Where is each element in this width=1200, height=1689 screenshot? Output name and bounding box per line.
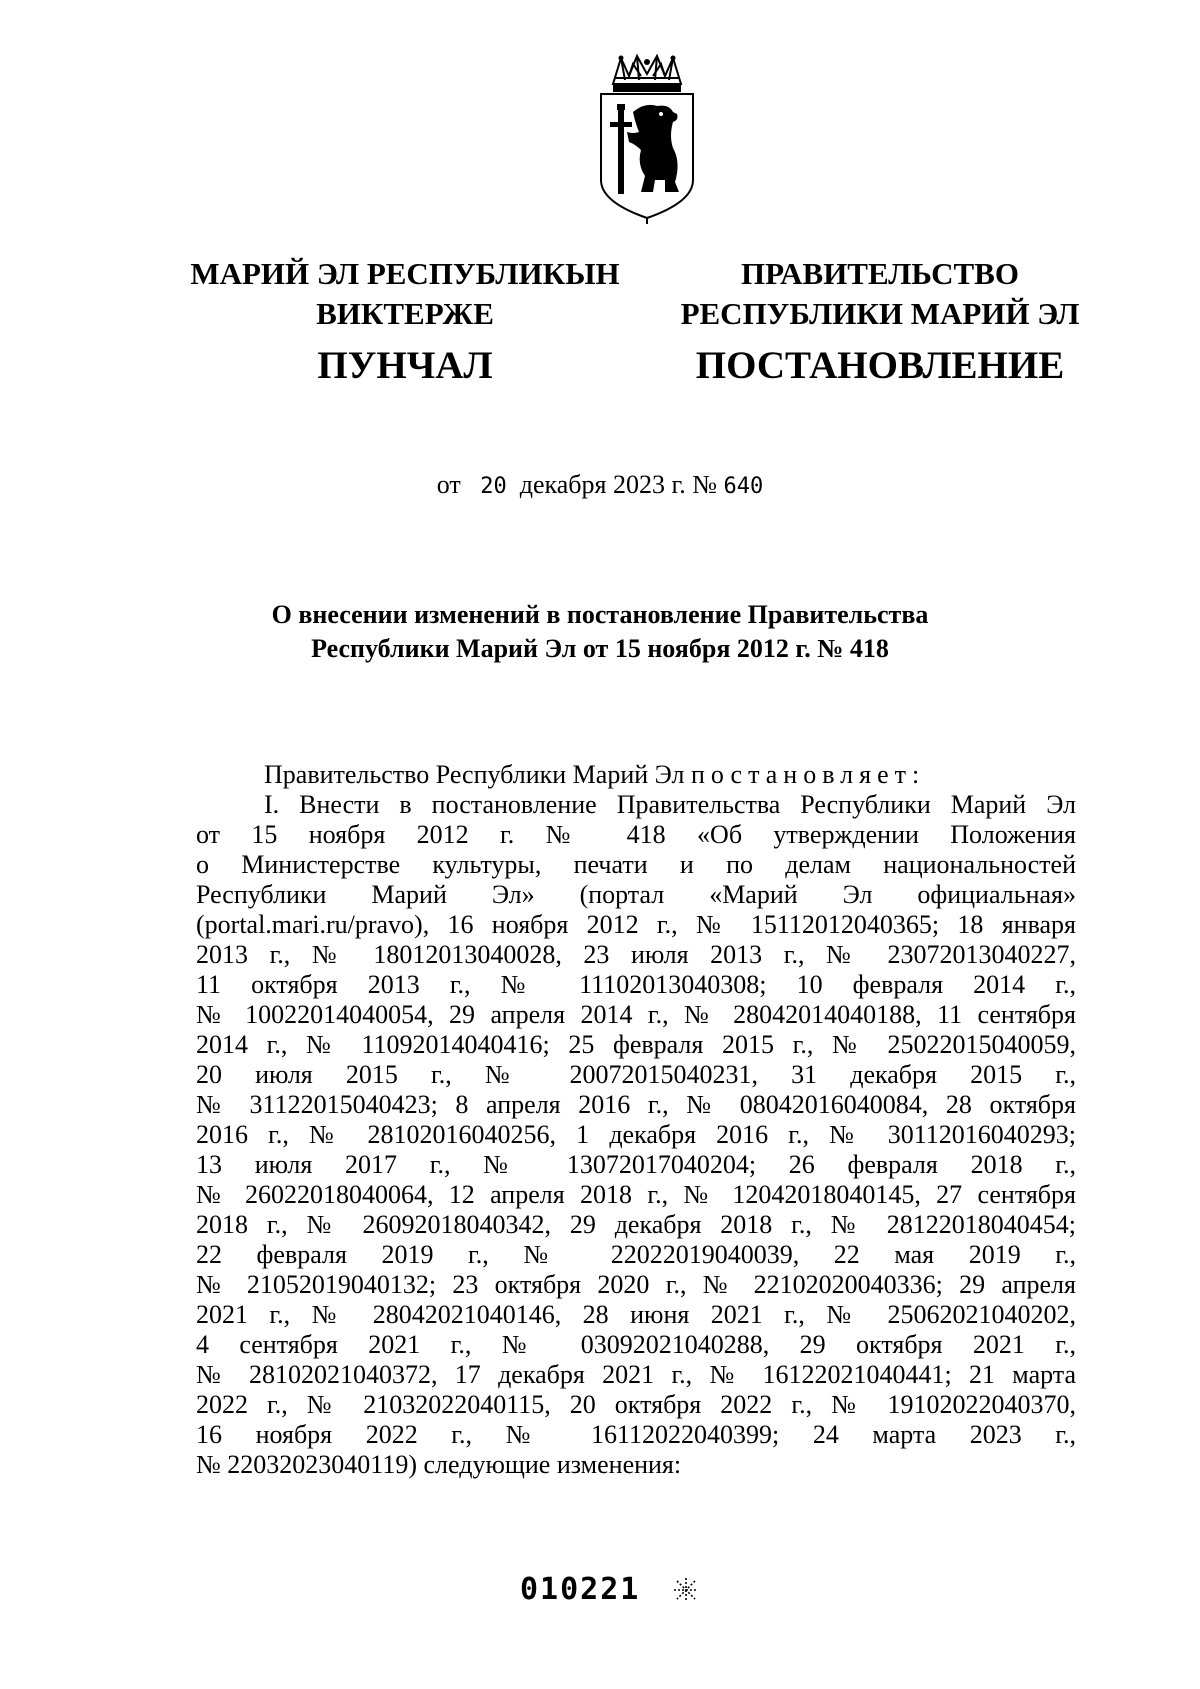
- body-line: 11 октября 2013 г., № 11102013040308; 10 февраля 2014 г.,: [196, 970, 1076, 999]
- body-line-last: № 22032023040119) следующие изменения:: [196, 1450, 682, 1479]
- asterisk-mark-icon: [672, 1576, 700, 1604]
- header-left-line-2: ВИКТЕРЖЕ: [316, 296, 494, 331]
- body-line: 2013 г., № 18012013040028, 23 июля 2013 г., № 23072013040227,: [196, 940, 1076, 969]
- body-line: 2018 г., № 26092018040342, 29 декабря 2018 г., № 28122018040454;: [196, 1210, 1076, 1239]
- body-line: 20 июля 2015 г., № 20072015040231, 31 декабря 2015 г.,: [196, 1060, 1076, 1089]
- header-right-block: [675, 254, 1085, 390]
- coat-of-arms-icon: [591, 52, 703, 224]
- body-line: № 10022014040054, 29 апреля 2014 г., № 28042014040188, 11 сентября: [196, 1000, 1076, 1029]
- body-line: № 26022018040064, 12 апреля 2018 г., № 12042018040145, 27 сентября: [196, 1180, 1076, 1209]
- body-line: 2021 г., № 28042021040146, 28 июня 2021 г., № 25062021040202,: [196, 1300, 1076, 1329]
- document-title-line-1: О внесении изменений в постановление Правительства: [271, 600, 929, 629]
- header-right-line-1: ПРАВИТЕЛЬСТВО: [741, 256, 1019, 291]
- header-left-block: [185, 254, 625, 390]
- preamble-verb: постановляет:: [690, 760, 926, 789]
- document-number: 640: [723, 474, 764, 499]
- date-day: 20: [480, 474, 507, 499]
- preamble-subject: Правительство Республики Марий Эл: [264, 760, 685, 789]
- body-line: 2016 г., № 28102016040256, 1 декабря 2016 г., № 30112016040293;: [196, 1120, 1076, 1149]
- body-line: 13 июля 2017 г., № 13072017040204; 26 февраля 2018 г.,: [196, 1150, 1076, 1179]
- document-title: [0, 598, 1200, 666]
- body-line: № 28102021040372, 17 декабря 2021 г., № 16122021040441; 21 марта: [196, 1360, 1076, 1389]
- body-line: I. Внести в постановление Правительства Республики Марий Эл: [264, 790, 1076, 819]
- serial-number: 010221: [520, 1572, 641, 1607]
- document-body: [196, 760, 1076, 1480]
- body-line: от 15 ноября 2012 г. № 418 «Об утверждении Положения: [196, 820, 1076, 849]
- body-line: № 31122015040423; 8 апреля 2016 г., № 08042016040084, 28 октября: [196, 1090, 1076, 1119]
- body-line: № 21052019040132; 23 октября 2020 г., № 22102020040336; 29 апреля: [196, 1270, 1076, 1299]
- body-line: 2014 г., № 11092014040416; 25 февраля 2015 г., № 25022015040059,: [196, 1030, 1076, 1059]
- header-left-line-1: МАРИЙ ЭЛ РЕСПУБЛИКЫН: [190, 256, 620, 291]
- body-line: 22 февраля 2019 г., № 22022019040039, 22 мая 2019 г.,: [196, 1240, 1076, 1269]
- document-date-line: [0, 470, 1200, 500]
- header-left-doc-type: ПУНЧАЛ: [317, 344, 493, 387]
- date-month-year: декабря 2023 г. №: [519, 470, 718, 499]
- body-line: 4 сентября 2021 г., № 03092021040288, 29 октября 2021 г.,: [196, 1330, 1076, 1359]
- date-prefix: от: [436, 470, 461, 499]
- document-title-line-2: Республики Марий Эл от 15 ноября 2012 г. № 418: [311, 634, 889, 663]
- body-line: Республики Марий Эл» (портал «Марий Эл официальная»: [196, 880, 1076, 909]
- body-line: 16 ноября 2022 г., № 16112022040399; 24 марта 2023 г.,: [196, 1420, 1076, 1449]
- header-right-doc-type: ПОСТАНОВЛЕНИЕ: [695, 344, 1065, 387]
- header-right-line-2: РЕСПУБЛИКИ МАРИЙ ЭЛ: [680, 296, 1080, 331]
- body-line: о Министерстве культуры, печати и по делам национальностей: [196, 850, 1076, 879]
- body-line: (portal.mari.ru/pravo), 16 ноября 2012 г., № 15112012040365; 18 января: [196, 910, 1076, 939]
- preamble-line: [196, 760, 1076, 790]
- body-line: 2022 г., № 21032022040115, 20 октября 2022 г., № 19102022040370,: [196, 1390, 1076, 1419]
